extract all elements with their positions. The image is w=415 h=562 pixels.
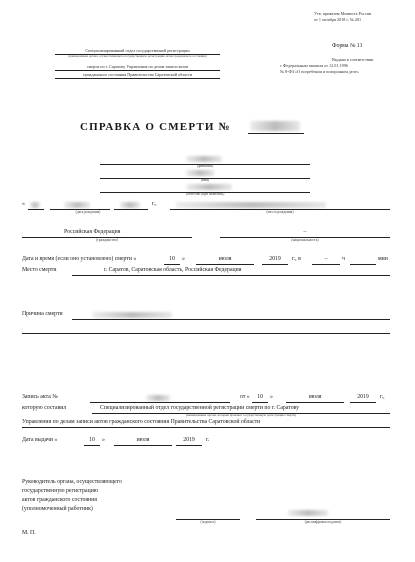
nationality-caption: (национальность)	[291, 238, 319, 242]
record-month: июля	[308, 394, 322, 400]
death-hour: –	[324, 256, 328, 262]
record-composed-underline-2	[22, 427, 390, 428]
patronymic-redacted	[186, 184, 232, 190]
record-g: г.,	[380, 394, 385, 400]
certificate-number-underline	[248, 133, 304, 134]
citizenship-caption: (гражданство)	[96, 238, 118, 242]
issuer-underline-3	[55, 78, 220, 79]
record-label: Запись акта №	[22, 394, 58, 400]
issuer-line-1: Специализированный отдел государственной регистрации	[85, 48, 190, 53]
form-number: Форма № 11	[332, 43, 363, 49]
record-number-underline	[90, 402, 230, 403]
issue-month: июля	[136, 437, 150, 443]
issue-quote-close: »	[102, 437, 105, 443]
surname-caption: (фамилия)	[197, 164, 213, 168]
birth-day-underline	[28, 209, 44, 210]
issue-day: 10	[89, 437, 95, 443]
birth-g: г.,	[152, 201, 157, 207]
death-place-underline	[72, 275, 390, 276]
record-composed-line-2: Управления по делам записи актов гражданского состояния Правительства Саратовской области	[22, 419, 261, 425]
birth-day-redacted	[30, 202, 40, 208]
death-g: г., в	[292, 256, 301, 262]
death-place-label: Место смерти	[22, 267, 57, 273]
death-day: 10	[169, 256, 175, 262]
birth-place-caption: (место рождения)	[266, 210, 294, 214]
death-month-underline	[196, 264, 254, 265]
death-cause-label: Причина смерти	[22, 311, 63, 317]
record-day: 10	[257, 394, 263, 400]
record-year-underline	[350, 402, 376, 403]
issue-month-underline	[114, 445, 172, 446]
head-line-2: государственную регистрацию	[22, 488, 99, 494]
name-redacted	[186, 170, 214, 176]
head-line-1: Руководитель органа, осуществляющего	[22, 479, 122, 485]
record-day-underline	[252, 402, 268, 403]
record-year: 2019	[357, 394, 369, 400]
record-month-underline	[286, 402, 344, 403]
record-from: от «	[240, 394, 250, 400]
head-name-caption: (расшифровка подписи)	[304, 520, 342, 524]
top-note-line-2: от 1 октября 2018 г. № 201	[314, 17, 362, 22]
issue-year-underline	[176, 445, 202, 446]
issued-basis-line-3: № 8-ФЗ «О погребении и похоронном деле»	[280, 69, 359, 74]
stamp-place: М. П.	[22, 530, 36, 536]
birth-month-redacted	[64, 202, 90, 208]
certificate-number-redacted	[250, 121, 300, 131]
record-quote-close: »	[270, 394, 273, 400]
death-day-underline	[164, 264, 180, 265]
death-quote-close: »	[182, 256, 185, 262]
record-issuer-caption: (наименование органа, который произвел государственную регистрацию смерти)	[185, 413, 297, 417]
nationality-value: –	[303, 229, 307, 235]
death-hour-underline	[312, 264, 340, 265]
issued-basis-line-2: с Федеральным законом от 12.01.1996	[280, 63, 348, 68]
issue-day-underline	[84, 445, 100, 446]
birth-year-underline	[114, 209, 148, 210]
issuer-line-2: смерти по г. Саратову Управления по делам записи актов	[86, 64, 189, 69]
issue-label: Дата выдачи «	[22, 437, 58, 443]
head-signature-caption: (подпись)	[200, 520, 216, 524]
document-title: СПРАВКА О СМЕРТИ №	[80, 121, 231, 133]
death-place-value: г. Саратов, Саратовская область, Российская Федерация	[104, 267, 242, 273]
issue-g: г.	[206, 437, 210, 443]
death-min-label: мин	[378, 256, 388, 262]
record-number-redacted	[146, 395, 170, 401]
death-year-underline	[262, 264, 288, 265]
birth-year-redacted	[120, 202, 140, 208]
death-h-label: ч	[342, 256, 345, 262]
death-minute-underline	[350, 264, 376, 265]
issued-basis-line-1: Выдана в соответствии	[332, 57, 374, 62]
surname-redacted	[186, 156, 222, 162]
head-line-4: (уполномоченный работник)	[22, 506, 93, 512]
birth-place-redacted	[176, 202, 326, 208]
record-composed-line-1: Специализированный отдел государственной регистрации смерти по г. Саратову	[100, 405, 300, 411]
issuer-underline-2	[55, 70, 220, 71]
name-caption: (имя)	[200, 178, 210, 182]
death-cause-underline-1	[72, 319, 390, 320]
birth-date-caption: (дата рождения)	[75, 210, 101, 214]
head-line-3: актов гражданского состояния	[22, 497, 97, 503]
head-name-redacted	[288, 510, 328, 516]
record-composed-label: которую составил	[22, 405, 67, 411]
death-month: июля	[218, 256, 232, 262]
issuer-line-3: гражданского состояния Правительства Саратовской области	[82, 72, 193, 77]
birth-date-quote-open: «	[22, 201, 25, 207]
death-cause-underline-2	[22, 333, 390, 334]
death-datetime-label: Дата и время (если оно установлено) смерти «	[22, 256, 137, 262]
patronymic-caption: (отчество (при наличии))	[185, 192, 225, 196]
top-note-line-1: Утв. приказом Минюста России	[314, 11, 372, 16]
death-year: 2019	[269, 256, 281, 262]
issuer-caption: (наименование органа, осуществляющего государственную регистрацию актов гражданского состояния)	[68, 54, 207, 58]
issue-year: 2019	[183, 437, 195, 443]
death-cause-redacted	[92, 312, 172, 318]
citizenship-value: Российская Федерация	[64, 229, 121, 235]
